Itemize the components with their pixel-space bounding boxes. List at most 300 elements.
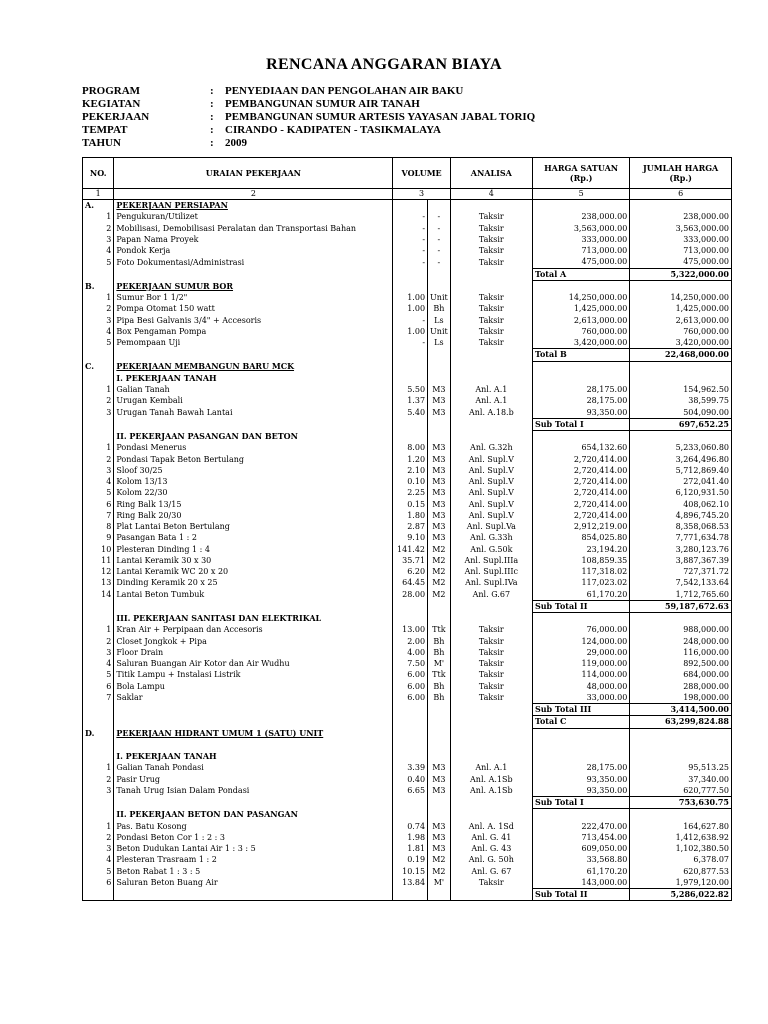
- item-unit-price: 2,720,414.00: [532, 465, 629, 476]
- item-unit-price: 2,720,414.00: [532, 454, 629, 465]
- item-row: [83, 762, 732, 773]
- item-unit: -: [428, 234, 451, 245]
- item-unit: M3: [428, 395, 451, 406]
- item-total-price: 7,771,634.78: [630, 532, 732, 543]
- item-number: 13: [83, 577, 114, 588]
- section-title: PEKERJAAN SUMUR BOR: [114, 280, 393, 292]
- cell-empty: [393, 613, 428, 625]
- item-description: Pasangan Bata 1 : 2: [114, 532, 393, 543]
- total-row: [83, 268, 732, 280]
- cell-empty: [532, 280, 629, 292]
- item-analysis: Anl. G. 67: [450, 866, 532, 877]
- item-description: Pondasi Beton Cor 1 : 2 : 3: [114, 832, 393, 843]
- item-volume: 6.65: [393, 785, 428, 797]
- item-unit: Ttk: [428, 624, 451, 635]
- item-analysis: Taksir: [450, 669, 532, 680]
- item-unit: M3: [428, 832, 451, 843]
- cell-empty: [393, 280, 428, 292]
- item-analysis: Taksir: [450, 877, 532, 889]
- item-total-price: 272,041.40: [630, 476, 732, 487]
- item-volume: 9.10: [393, 532, 428, 543]
- item-volume: 13.84: [393, 877, 428, 889]
- info-value: PEMBANGUNAN SUMUR ARTESIS YAYASAN JABAL TORIQ: [225, 111, 536, 123]
- item-total-price: 620,777.50: [630, 785, 732, 797]
- item-unit-price: 61,170.20: [532, 589, 629, 601]
- cell-empty: [393, 373, 428, 384]
- col-number: 1: [83, 189, 114, 200]
- item-unit-price: 609,050.00: [532, 843, 629, 854]
- cell-empty: [114, 600, 393, 612]
- cell-empty: [428, 280, 451, 292]
- cell-empty: [83, 716, 114, 728]
- item-analysis: Anl. Supl.IVa: [450, 577, 532, 588]
- item-unit-price: 854,025.80: [532, 532, 629, 543]
- item-unit: M2: [428, 589, 451, 601]
- item-total-price: 1,102,380.50: [630, 843, 732, 854]
- item-unit-price: 475,000.00: [532, 256, 629, 268]
- cell-empty: [450, 740, 532, 751]
- cell-empty: [532, 740, 629, 751]
- cell-empty: [450, 716, 532, 728]
- item-volume: 6.00: [393, 681, 428, 692]
- total-row: [83, 889, 732, 901]
- cell-empty: [450, 373, 532, 384]
- item-unit: M2: [428, 544, 451, 555]
- budget-table: [82, 157, 732, 901]
- total-label: Total A: [532, 268, 629, 280]
- item-number: 3: [83, 465, 114, 476]
- item-unit-price: 2,613,000.00: [532, 315, 629, 326]
- item-number: 3: [83, 407, 114, 419]
- cell-empty: [630, 280, 732, 292]
- item-row: [83, 234, 732, 245]
- cell-empty: [393, 704, 428, 716]
- table-body: [83, 200, 732, 901]
- item-unit-price: 33,000.00: [532, 692, 629, 704]
- cell-empty: [428, 361, 451, 373]
- item-analysis: Anl. G. 41: [450, 832, 532, 843]
- total-amount: 59,187,672.63: [630, 600, 732, 612]
- item-description: Ring Balk 20/30: [114, 510, 393, 521]
- item-number: 3: [83, 234, 114, 245]
- table-header-row: [83, 158, 732, 189]
- item-total-price: 5,233,060.80: [630, 442, 732, 453]
- item-number: 1: [83, 292, 114, 303]
- cell-empty: [114, 716, 393, 728]
- item-total-price: 1,412,638.92: [630, 832, 732, 843]
- item-analysis: Taksir: [450, 624, 532, 635]
- item-unit-price: 114,000.00: [532, 669, 629, 680]
- cell-empty: [428, 728, 451, 740]
- info-colon: :: [210, 137, 214, 149]
- cell-empty: [114, 740, 393, 751]
- cell-empty: [114, 268, 393, 280]
- cell-empty: [532, 361, 629, 373]
- cell-empty: [450, 751, 532, 762]
- item-number: 1: [83, 821, 114, 832]
- item-row: [83, 624, 732, 635]
- cell-empty: [83, 613, 114, 625]
- item-row: [83, 692, 732, 704]
- section-title: PEKERJAAN MEMBANGUN BARU MCK: [114, 361, 393, 373]
- total-amount: 22,468,000.00: [630, 349, 732, 361]
- item-volume: 64.45: [393, 577, 428, 588]
- total-label: Total C: [532, 716, 629, 728]
- item-unit: M3: [428, 510, 451, 521]
- item-number: 6: [83, 877, 114, 889]
- subsection-title: I. PEKERJAAN TANAH: [114, 751, 393, 762]
- subsection-title: I. PEKERJAAN TANAH: [114, 373, 393, 384]
- cell-empty: [532, 728, 629, 740]
- item-number: 1: [83, 624, 114, 635]
- item-row: [83, 395, 732, 406]
- item-number: 1: [83, 384, 114, 395]
- section-letter: D.: [83, 728, 114, 740]
- item-total-price: 5,712,869.40: [630, 465, 732, 476]
- item-total-price: 713,000.00: [630, 245, 732, 256]
- item-row: [83, 647, 732, 658]
- item-volume: 35.71: [393, 555, 428, 566]
- item-volume: 0.19: [393, 854, 428, 865]
- info-label: PEKERJAAN: [82, 111, 150, 123]
- total-row: [83, 716, 732, 728]
- section-row: [83, 200, 732, 212]
- cell-empty: [450, 361, 532, 373]
- item-description: Titik Lampu + Instalasi Listrik: [114, 669, 393, 680]
- subsection-row: [83, 613, 732, 625]
- cell-empty: [630, 613, 732, 625]
- item-number: 12: [83, 566, 114, 577]
- item-volume: 7.50: [393, 658, 428, 669]
- item-number: 4: [83, 658, 114, 669]
- cell-empty: [393, 418, 428, 430]
- item-description: Kolom 22/30: [114, 487, 393, 498]
- item-total-price: 760,000.00: [630, 326, 732, 337]
- item-analysis: Anl. A.1: [450, 395, 532, 406]
- item-description: Sumur Bor 1 1/2": [114, 292, 393, 303]
- item-number: 11: [83, 555, 114, 566]
- cell-empty: [114, 889, 393, 901]
- item-unit-price: 119,000.00: [532, 658, 629, 669]
- section-title: PEKERJAAN HIDRANT UMUM 1 (SATU) UNIT: [114, 728, 393, 740]
- info-row: [82, 137, 535, 150]
- item-unit: M2: [428, 555, 451, 566]
- cell-empty: [450, 613, 532, 625]
- item-row: [83, 510, 732, 521]
- item-total-price: 3,420,000.00: [630, 337, 732, 349]
- item-number: 5: [83, 487, 114, 498]
- item-description: Saklar: [114, 692, 393, 704]
- item-unit: M': [428, 877, 451, 889]
- item-volume: 2.10: [393, 465, 428, 476]
- item-unit-price: 23,194.20: [532, 544, 629, 555]
- cell-empty: [630, 751, 732, 762]
- item-analysis: Anl. Supl.V: [450, 487, 532, 498]
- subsection-row: [83, 809, 732, 821]
- cell-empty: [393, 431, 428, 443]
- item-row: [83, 442, 732, 453]
- item-description: Pondasi Tapak Beton Bertulang: [114, 454, 393, 465]
- total-row: [83, 418, 732, 430]
- section-row: [83, 361, 732, 373]
- item-unit-price: 76,000.00: [532, 624, 629, 635]
- total-label: Sub Total II: [532, 600, 629, 612]
- item-unit-price: 713,454.00: [532, 832, 629, 843]
- info-colon: :: [210, 124, 214, 136]
- cell-empty: [450, 431, 532, 443]
- item-analysis: Anl. G. 43: [450, 843, 532, 854]
- cell-empty: [428, 268, 451, 280]
- item-description: Closet Jongkok + Pipa: [114, 636, 393, 647]
- item-total-price: 116,000.00: [630, 647, 732, 658]
- item-unit: Ls: [428, 315, 451, 326]
- item-row: [83, 326, 732, 337]
- item-total-price: 333,000.00: [630, 234, 732, 245]
- info-colon: :: [210, 98, 214, 110]
- cell-empty: [428, 431, 451, 443]
- item-analysis: Taksir: [450, 658, 532, 669]
- item-total-price: 727,371.72: [630, 566, 732, 577]
- cell-empty: [630, 740, 732, 751]
- cell-empty: [83, 431, 114, 443]
- cell-empty: [450, 600, 532, 612]
- item-analysis: Anl. A.18.b: [450, 407, 532, 419]
- total-amount: 3,414,500.00: [630, 704, 732, 716]
- cell-empty: [428, 200, 451, 212]
- item-total-price: 3,264,496.80: [630, 454, 732, 465]
- item-description: Pondasi Menerus: [114, 442, 393, 453]
- item-analysis: Taksir: [450, 211, 532, 222]
- item-row: [83, 256, 732, 268]
- item-total-price: 154,962.50: [630, 384, 732, 395]
- item-unit-price: 29,000.00: [532, 647, 629, 658]
- cell-empty: [83, 349, 114, 361]
- item-volume: 2.00: [393, 636, 428, 647]
- item-unit: M3: [428, 407, 451, 419]
- item-unit: Bh: [428, 692, 451, 704]
- item-volume: 13.00: [393, 624, 428, 635]
- item-volume: -: [393, 211, 428, 222]
- cell-empty: [450, 268, 532, 280]
- item-analysis: Taksir: [450, 647, 532, 658]
- item-row: [83, 877, 732, 889]
- item-unit: M3: [428, 465, 451, 476]
- blank-row: [83, 740, 732, 751]
- item-total-price: 8,358,068.53: [630, 521, 732, 532]
- item-number: 7: [83, 510, 114, 521]
- cell-empty: [428, 373, 451, 384]
- item-number: 1: [83, 762, 114, 773]
- item-total-price: 3,887,367.39: [630, 555, 732, 566]
- item-volume: 4.00: [393, 647, 428, 658]
- cell-empty: [83, 740, 114, 751]
- item-number: 4: [83, 476, 114, 487]
- item-unit: M3: [428, 384, 451, 395]
- cell-empty: [428, 418, 451, 430]
- item-unit-price: 713,000.00: [532, 245, 629, 256]
- item-unit-price: 2,720,414.00: [532, 499, 629, 510]
- item-row: [83, 658, 732, 669]
- item-total-price: 14,250,000.00: [630, 292, 732, 303]
- item-description: Urugan Tanah Bawah Lantai: [114, 407, 393, 419]
- item-analysis: Anl. A.1: [450, 384, 532, 395]
- cell-empty: [450, 200, 532, 212]
- col-number: 6: [630, 189, 732, 200]
- item-description: Tanah Urug Isian Dalam Pondasi: [114, 785, 393, 797]
- item-unit: -: [428, 223, 451, 234]
- item-volume: 1.37: [393, 395, 428, 406]
- column-number-row: [83, 189, 732, 200]
- item-row: [83, 566, 732, 577]
- item-unit: -: [428, 256, 451, 268]
- project-info-body: [82, 85, 535, 150]
- item-analysis: Anl. A. 1Sd: [450, 821, 532, 832]
- item-volume: 0.15: [393, 499, 428, 510]
- item-description: Kolom 13/13: [114, 476, 393, 487]
- item-unit: -: [428, 211, 451, 222]
- cell-empty: [83, 418, 114, 430]
- item-unit-price: 108,859.35: [532, 555, 629, 566]
- item-total-price: 504,090.00: [630, 407, 732, 419]
- item-row: [83, 211, 732, 222]
- cell-empty: [114, 349, 393, 361]
- item-analysis: Anl. G.32h: [450, 442, 532, 453]
- item-description: Urugan Kembali: [114, 395, 393, 406]
- cell-empty: [83, 889, 114, 901]
- cell-empty: [428, 889, 451, 901]
- item-unit-price: 28,175.00: [532, 384, 629, 395]
- item-total-price: 3,563,000.00: [630, 223, 732, 234]
- item-total-price: 988,000.00: [630, 624, 732, 635]
- cell-empty: [83, 600, 114, 612]
- cell-empty: [450, 704, 532, 716]
- item-number: 6: [83, 681, 114, 692]
- item-analysis: Anl. G. 50h: [450, 854, 532, 865]
- item-row: [83, 303, 732, 314]
- item-row: [83, 774, 732, 785]
- cell-empty: [532, 809, 629, 821]
- item-unit: M2: [428, 866, 451, 877]
- item-volume: -: [393, 245, 428, 256]
- cell-empty: [532, 373, 629, 384]
- cell-empty: [393, 809, 428, 821]
- item-number: 2: [83, 774, 114, 785]
- item-description: Box Pengaman Pompa: [114, 326, 393, 337]
- item-volume: 1.00: [393, 326, 428, 337]
- item-total-price: 408,062.10: [630, 499, 732, 510]
- cell-empty: [450, 809, 532, 821]
- subsection-row: [83, 751, 732, 762]
- item-unit: M3: [428, 499, 451, 510]
- cell-empty: [428, 613, 451, 625]
- cell-empty: [532, 613, 629, 625]
- item-volume: 1.00: [393, 292, 428, 303]
- col-number: 2: [114, 189, 393, 200]
- item-unit: M3: [428, 762, 451, 773]
- item-unit-price: 3,563,000.00: [532, 223, 629, 234]
- item-unit: Bh: [428, 647, 451, 658]
- item-total-price: 6,120,931.50: [630, 487, 732, 498]
- subsection-title: II. PEKERJAAN BETON DAN PASANGAN: [114, 809, 393, 821]
- cell-empty: [630, 431, 732, 443]
- item-analysis: Anl. G.67: [450, 589, 532, 601]
- cell-empty: [630, 200, 732, 212]
- cell-empty: [393, 361, 428, 373]
- item-unit-price: 1,425,000.00: [532, 303, 629, 314]
- item-analysis: Taksir: [450, 245, 532, 256]
- item-unit-price: 333,000.00: [532, 234, 629, 245]
- item-volume: 10.15: [393, 866, 428, 877]
- item-volume: 1.80: [393, 510, 428, 521]
- cell-empty: [393, 600, 428, 612]
- item-analysis: Anl. G.50k: [450, 544, 532, 555]
- item-volume: -: [393, 256, 428, 268]
- item-description: Pengukuran/Utilizet: [114, 211, 393, 222]
- item-unit-price: 760,000.00: [532, 326, 629, 337]
- cell-empty: [83, 809, 114, 821]
- item-volume: 2.25: [393, 487, 428, 498]
- item-total-price: 238,000.00: [630, 211, 732, 222]
- item-volume: 0.40: [393, 774, 428, 785]
- info-label: TEMPAT: [82, 124, 128, 136]
- item-number: 4: [83, 326, 114, 337]
- section-letter: A.: [83, 200, 114, 212]
- item-volume: 5.50: [393, 384, 428, 395]
- item-unit: Bh: [428, 303, 451, 314]
- item-row: [83, 669, 732, 680]
- item-unit: M3: [428, 821, 451, 832]
- item-volume: 1.00: [393, 303, 428, 314]
- subsection-row: [83, 431, 732, 443]
- item-number: 2: [83, 636, 114, 647]
- item-unit: Ttk: [428, 669, 451, 680]
- header-analisa: ANALISA: [450, 158, 532, 189]
- item-number: 3: [83, 843, 114, 854]
- item-total-price: 1,712,765.60: [630, 589, 732, 601]
- cell-empty: [630, 373, 732, 384]
- item-number: 10: [83, 544, 114, 555]
- cell-empty: [428, 797, 451, 809]
- item-unit-price: 143,000.00: [532, 877, 629, 889]
- item-analysis: Anl. A.1Sb: [450, 785, 532, 797]
- info-row: [82, 111, 535, 124]
- item-description: Mobilisasi, Demobilisasi Peralatan dan Transportasi Bahan: [114, 223, 393, 234]
- item-unit-price: 117,023.02: [532, 577, 629, 588]
- item-analysis: Anl. A.1Sb: [450, 774, 532, 785]
- item-analysis: Anl. Supl.V: [450, 499, 532, 510]
- info-value: PEMBANGUNAN SUMUR AIR TANAH: [225, 98, 420, 110]
- item-unit-price: 238,000.00: [532, 211, 629, 222]
- item-unit: M3: [428, 476, 451, 487]
- item-description: Kran Air + Perpipaan dan Accesoris: [114, 624, 393, 635]
- col-number: 3: [393, 189, 450, 200]
- cell-empty: [393, 268, 428, 280]
- cell-empty: [450, 349, 532, 361]
- item-row: [83, 866, 732, 877]
- cell-empty: [114, 704, 393, 716]
- cell-empty: [428, 704, 451, 716]
- item-row: [83, 843, 732, 854]
- subsection-title: III. PEKERJAAN SANITASI DAN ELEKTRIKAL: [114, 613, 393, 625]
- item-number: 2: [83, 303, 114, 314]
- item-row: [83, 223, 732, 234]
- item-volume: 6.00: [393, 669, 428, 680]
- item-volume: -: [393, 337, 428, 349]
- info-label: PROGRAM: [82, 85, 141, 97]
- item-number: 5: [83, 337, 114, 349]
- item-number: 4: [83, 854, 114, 865]
- item-volume: -: [393, 223, 428, 234]
